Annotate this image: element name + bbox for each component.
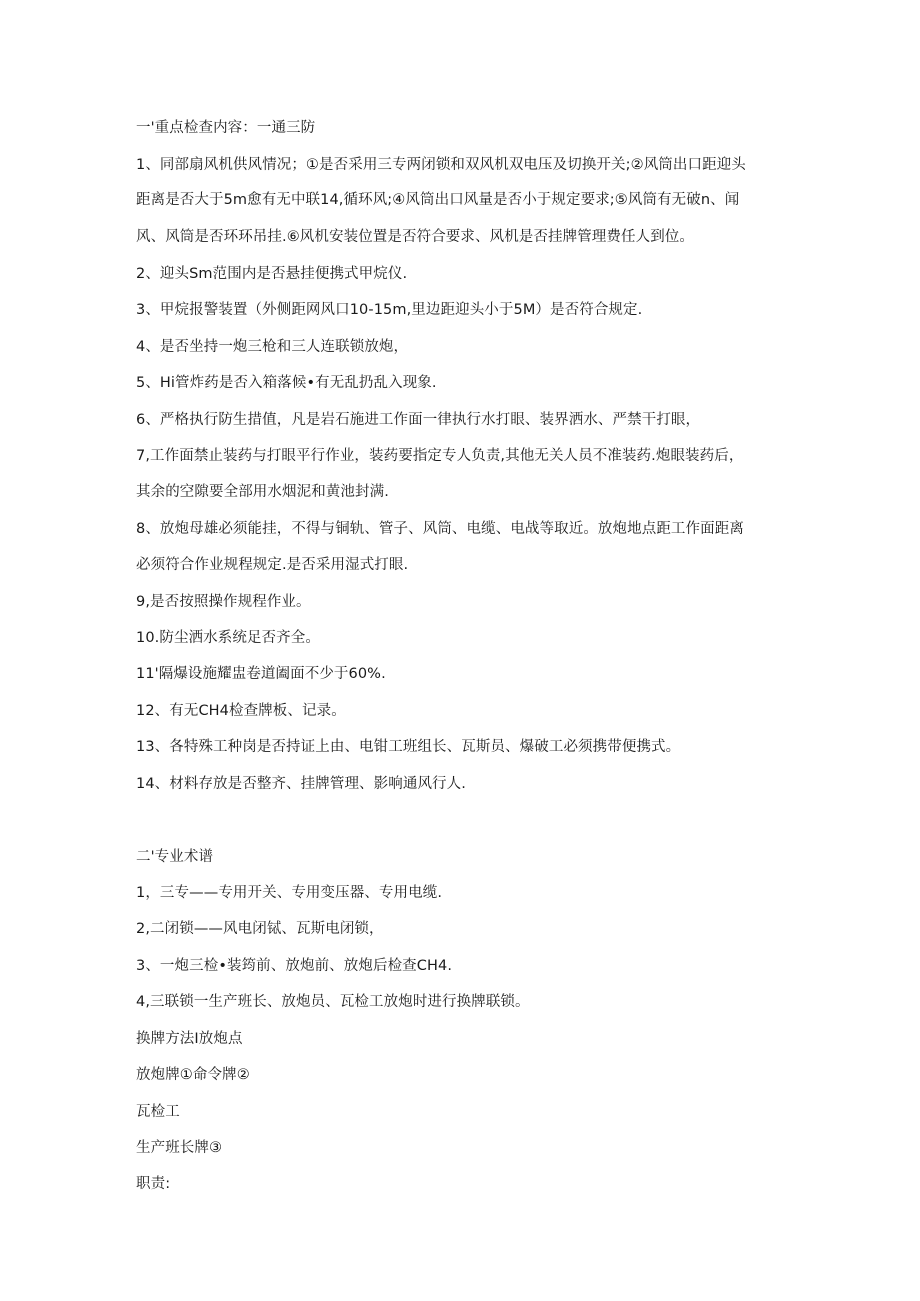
term-3: 3、一炮三检•装筠前、放炮前、放炮后检查CH4. xyxy=(136,958,453,974)
item-1-line-1: 1、同部扇风机供风情况；①是否采用三专两闭锁和双风机双电压及切换开关;②风筒出口距迎头 xyxy=(136,157,746,173)
item-5: 5、Hi管炸药是否入箱落候•有无乱扔乱入现象. xyxy=(136,375,437,391)
item-3: 3、甲烷报警装置（外侧距网风口10-15m,里边距迎头小于5M）是否符合规定. xyxy=(136,302,643,318)
item-8-line-1: 8、放炮母雄必须能挂，不得与铜轨、管子、风筒、电缆、电战等取近。放炮地点距工作面距离 xyxy=(136,521,744,537)
duties-label: 职责: xyxy=(136,1176,171,1192)
item-2: 2、迎头Sm范围内是否悬挂便携式甲烷仪. xyxy=(136,266,408,282)
gas-inspector: 瓦检工 xyxy=(136,1104,180,1120)
section-1-heading: 一'重点检查内容：一通三防 xyxy=(136,120,316,136)
item-4: 4、是否坐持一炮三枪和三人连联锁放炮， xyxy=(136,339,409,355)
term-4: 4,三联锁一生产班长、放炮员、瓦检工放炮时进行换牌联锁。 xyxy=(136,994,530,1010)
exchange-method: 换牌方法I放炮点 xyxy=(136,1031,243,1047)
blasting-tag: 放炮牌①命令牌② xyxy=(136,1067,250,1083)
term-1: 1，三专——专用开关、专用变压器、专用电缆. xyxy=(136,885,443,901)
item-7-line-1: 7,工作面禁止装药与打眼平行作业，装药要指定专人负责,其他无关人员不准装药.炮眼装药后， xyxy=(136,448,744,464)
item-7-line-2: 其余的空隙要全部用水烟泥和黄池封满. xyxy=(136,484,389,500)
item-10: 10.防尘洒水系统足否齐全。 xyxy=(136,630,320,646)
section-2-heading: 二'专业术谱 xyxy=(136,849,214,865)
item-9: 9,是否按照操作规程作业。 xyxy=(136,594,311,610)
item-6: 6、严格执行防生措值，凡是岩石施进工作面一律执行水打眼、装界洒水、严禁干打眼， xyxy=(136,412,701,428)
item-1-line-3: 风、风筒是否环环吊挂.⑥风机安装位置是否符合要求、风机是否挂牌管理费任人到位。 xyxy=(136,229,695,245)
item-8-line-2: 必须符合作业规程规定.是否采用湿式打眼. xyxy=(136,557,409,573)
item-14: 14、材料存放是否整齐、挂牌管理、影响通风行人. xyxy=(136,776,466,792)
item-12: 12、有无CH4检查牌板、记录。 xyxy=(136,703,346,719)
item-1-line-2: 距离是否大于5m愈有无中联14,循环风;④风筒出口风量是否小于规定要求;⑤风筒有无破n、闻 xyxy=(136,192,740,208)
item-11: 11'隔爆设施耀盅卷道阖面不少于60%. xyxy=(136,666,386,682)
term-2: 2,二闭锁——风电闭铽、瓦斯电闭锁， xyxy=(136,921,384,937)
shift-leader-tag: 生产班长牌③ xyxy=(136,1140,223,1156)
item-13: 13、各特殊工种岗是否持证上由、电钳工班组长、瓦斯员、爆破工必须携带便携式。 xyxy=(136,739,681,755)
